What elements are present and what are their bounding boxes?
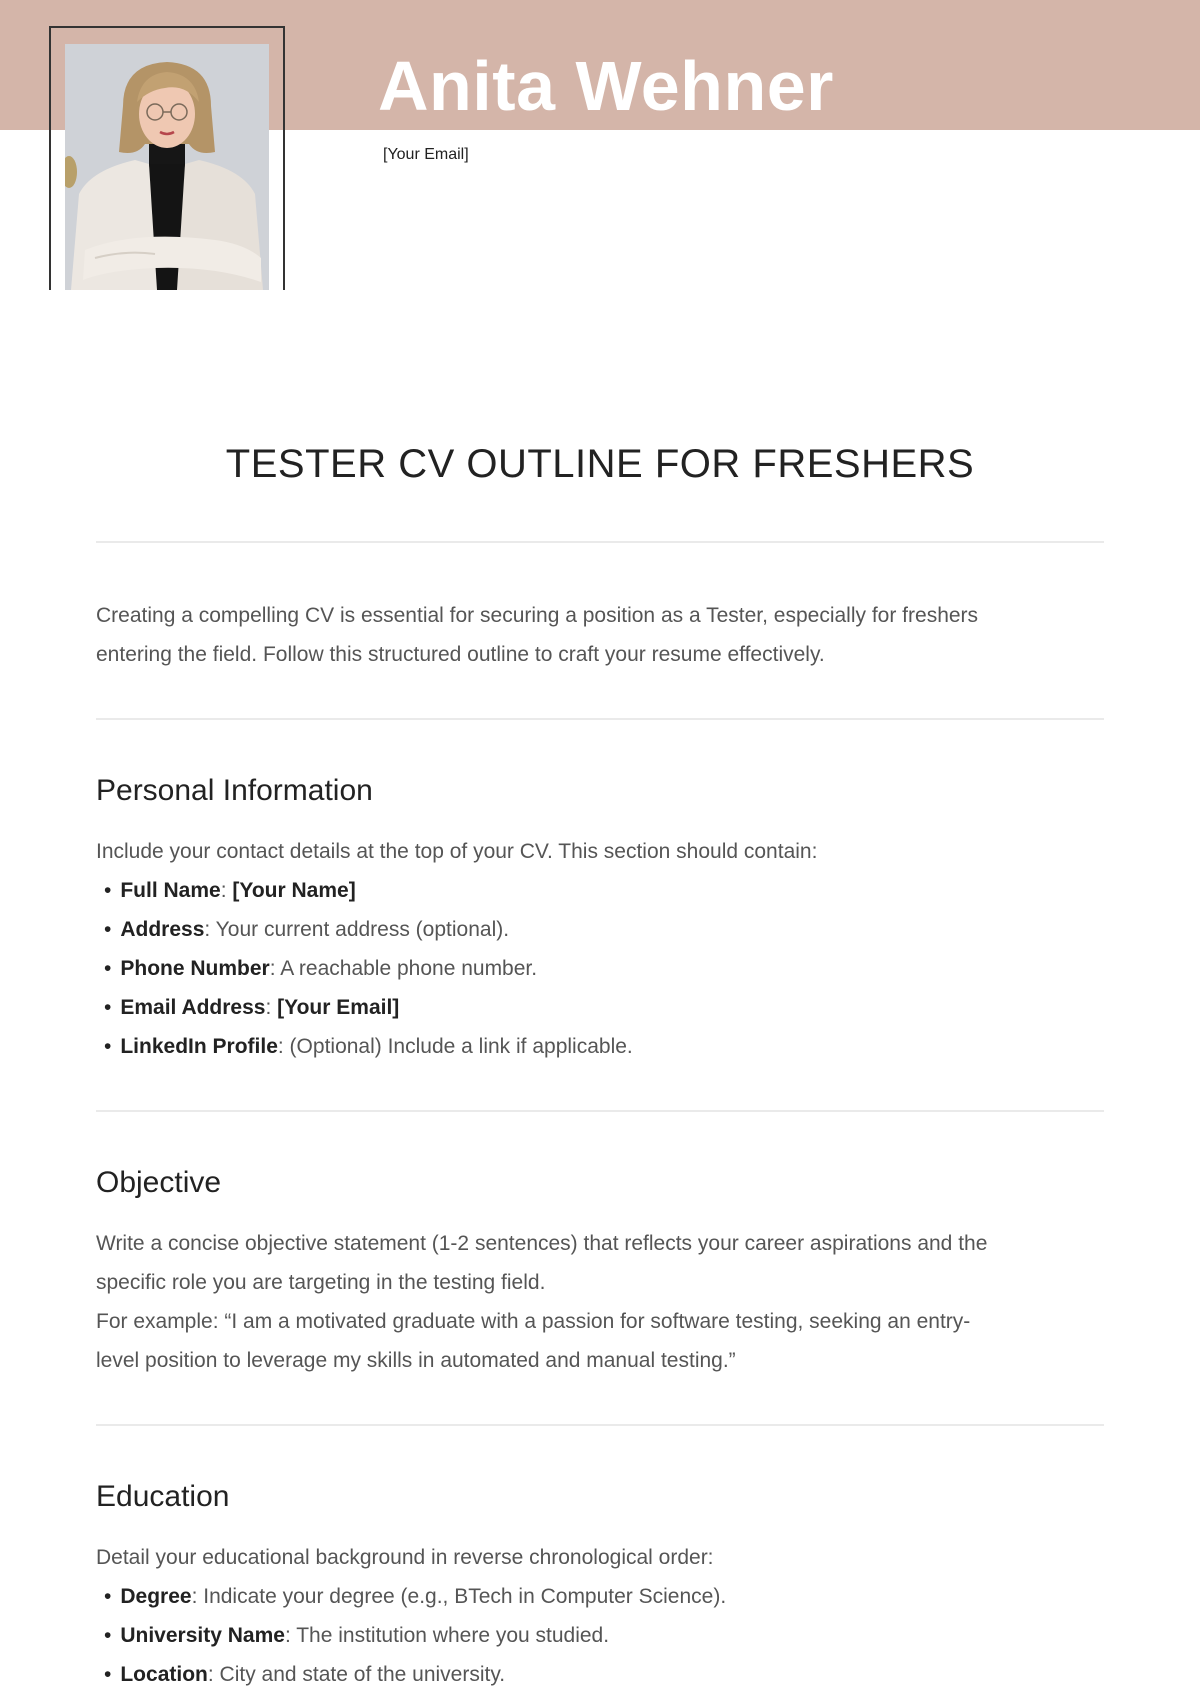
education-lead: Detail your educational background in reverse chronological order: <box>96 1546 714 1569</box>
intro-paragraph <box>96 596 1106 674</box>
list-item: • Location: City and state of the university. <box>104 1655 726 1694</box>
list-item: • Address: Your current address (optional). <box>104 910 633 949</box>
intro-line-1: Creating a compelling CV is essential for securing a position as a Tester, especially for freshers <box>96 604 979 627</box>
list-item: • Full Name: [Your Name] <box>104 871 633 910</box>
list-item: • University Name: The institution where you studied. <box>104 1616 726 1655</box>
education-list <box>104 1577 726 1694</box>
divider <box>96 541 1104 543</box>
personal-lead: Include your contact details at the top of your CV. This section should contain: <box>96 840 818 863</box>
divider <box>96 1110 1104 1112</box>
profile-name: Anita Wehner <box>378 47 834 125</box>
section-heading-personal-information: Personal Information <box>96 774 373 807</box>
objective-paragraph: Write a concise objective statement (1-2 sentences) that reflects your career aspirations and the specific role you are targeting in the testing field. For example: “I am a motivated graduate with a passion for software testing, seeking an entry- level position to leverage my skills in automated and manual testing.” <box>96 1232 988 1372</box>
list-item: • Degree: Indicate your degree (e.g., BTech in Computer Science). <box>104 1577 726 1616</box>
contact-email: [Your Email] <box>383 146 469 163</box>
list-item: • Email Address: [Your Email] <box>104 988 633 1027</box>
list-item: • LinkedIn Profile: (Optional) Include a link if applicable. <box>104 1027 633 1066</box>
profile-photo <box>65 44 269 290</box>
divider <box>96 1424 1104 1426</box>
document-title: TESTER CV OUTLINE FOR FRESHERS <box>225 442 975 486</box>
section-heading-objective: Objective <box>96 1166 222 1199</box>
intro-line-2: entering the field. Follow this structured outline to craft your resume effectively. <box>96 643 825 666</box>
section-heading-education: Education <box>96 1480 230 1513</box>
list-item: • Phone Number: A reachable phone number. <box>104 949 633 988</box>
divider <box>96 718 1104 720</box>
personal-info-list <box>104 871 633 1066</box>
